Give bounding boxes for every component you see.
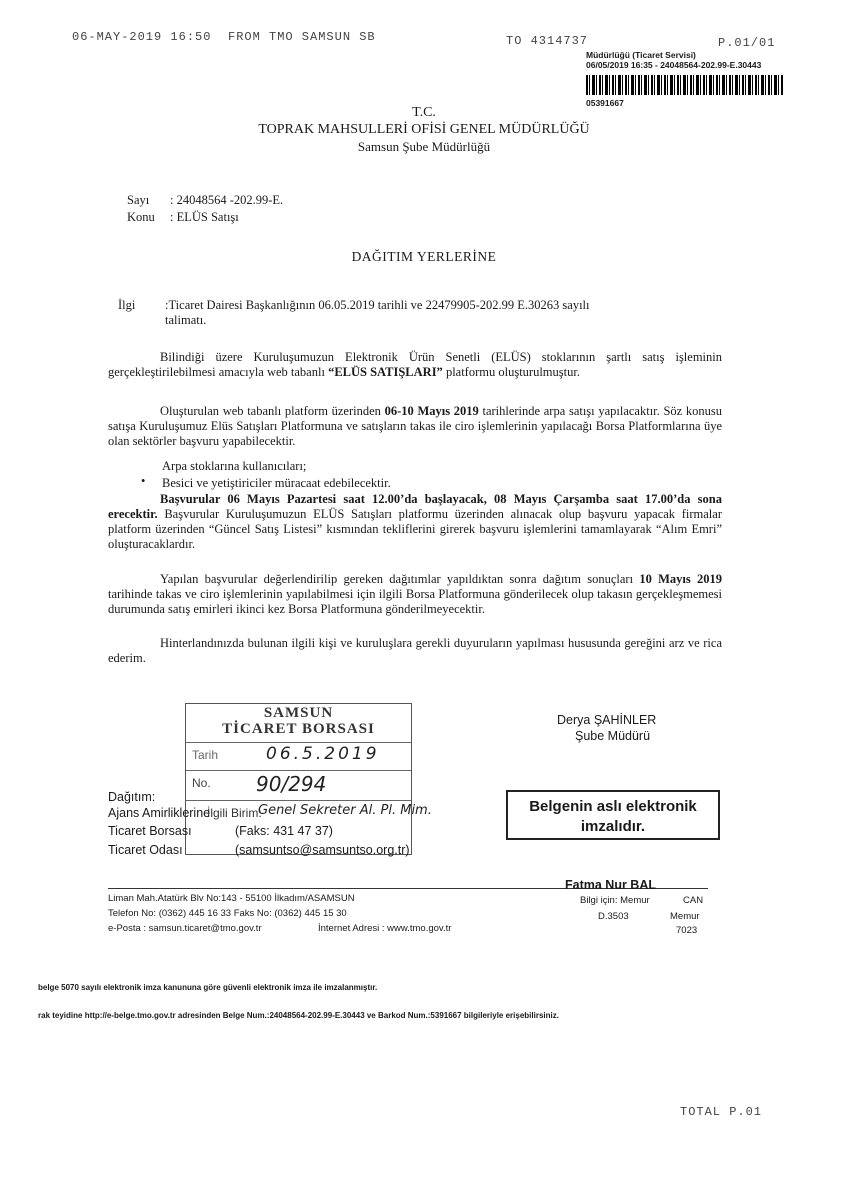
konu-value: : ELÜS Satışı [170,210,239,224]
esign-line2: imzalıdır. [580,818,646,835]
stamp-tarih-label: Tarih [192,748,219,762]
stamp-line2: TİCARET BORSASI [222,721,375,737]
esignature-notice [506,790,720,840]
stamp-divider [186,770,411,771]
distribution-row3-name: Ticaret Odası [108,843,183,857]
bullet-item: Besici ve yetiştiriciler müracaat edebilecektir. [162,476,391,490]
contact-memur: Memur [670,911,700,922]
paragraph-3: Arpa stoklarına kullanıcıları; [162,459,307,473]
stamp-line1: SAMSUN [263,705,334,721]
distribution-label: Dağıtım: [108,790,156,804]
p5-start: Yapılan başvurular değerlendirilip gereken dağıtımlar yapıldıktan sonra dağıtım sonuçları [160,572,634,586]
konu-label: Konu [127,210,155,224]
barcode-image [586,75,784,95]
signer-title: Şube Müdürü [575,729,651,743]
p5-bold: 10 Mayıs 2019 [639,572,723,586]
stamp-ilgili-birim-label: İlgili Birim: [207,806,262,820]
contact-phone: 7023 [676,925,698,936]
barcode-number: 05391667 [586,98,624,108]
paragraph-1 [108,350,722,380]
p2-bold: 06-10 Mayıs 2019 [384,404,479,418]
paragraph-5 [108,572,722,617]
fax-to: TO 4314737 [506,34,589,48]
footer-address: Liman Mah.Atatürk Blv No:143 - 55100 İlkadım/ASAMSUN [108,893,355,904]
p1-text: Bilindiği üzere Kuruluşumuzun Elektronik Ürün Senetli (ELÜS) stoklarının şartlı satış işleminin gerçekleştirilebilmesi amacıyla web tabanlı [108,350,722,379]
stamp-divider [186,742,411,743]
footer-web: İnternet Adresi : www.tmo.gov.tr [318,923,452,934]
letterhead-branch: Samsun Şube Müdürlüğü [357,139,491,154]
recipient-heading: DAĞITIM YERLERİNE [351,249,497,264]
distribution-row2-name: Ticaret Borsası [108,824,192,838]
p5-end: tarihinde takas ve ciro işlemlerinin yapılabilmesi için ilgili Borsa Platformuna gönderilecek olup takasın gerçekleşmemesi durumunda satış emirleri ikinci kez Borsa Platformuna gönderilmeyecektir. [108,587,722,616]
distribution-row3-value: (samsuntso@samsuntso.org.tr) [235,843,410,857]
contact-staff: CAN [683,895,704,906]
stamp-tarih-value: 06.5.2019 [266,744,380,764]
paragraph-2 [108,404,722,449]
sayi-label: Sayı [127,193,150,207]
stamp-no-value: 90/294 [256,772,327,796]
stamp-divider [186,800,411,801]
letterhead-tc: T.C. [412,105,436,120]
footer-phone: Telefon No: (0362) 445 16 33 Faks No: (0362) 445 15 30 [108,908,347,919]
distribution-row1: Ajans Amirliklerine [108,806,211,820]
barcode-line2: 06/05/2019 16:35 - 24048564-202.99-E.30443 [586,60,762,70]
sayi-value: : 24048564 -202.99-E. [170,193,284,207]
stamp-no-label: No. [192,776,211,790]
letterhead-org: TOPRAK MAHSULLERİ OFİSİ GENEL MÜDÜRLÜĞÜ [258,122,590,137]
reference-line1: :Ticaret Dairesi Başkanlığının 06.05.2019 tarihli ve 22479905-202.99 E.30263 sayılı [165,298,590,312]
esign-line1: Belgenin aslı elektronik [529,798,697,815]
p4-bold: Başvurular 06 Mayıs Pazartesi saat 12.00’da başlayacak, 08 Mayıs Çarşamba saat 17.00’da sona erecektir. [108,492,722,521]
contact-role: Bilgi için: Memur [580,895,650,906]
stamp-ilgili-birim-value: Genel Sekreter Al. Pl. Mim. [258,803,432,818]
p1-bold: “ELÜS SATIŞLARI” [328,365,443,379]
fax-page: P.01/01 [718,36,776,50]
barcode-label [586,50,786,110]
paragraph-4 [108,492,722,552]
fax-from: FROM TMO SAMSUN SB [228,30,376,44]
bullet-icon: • [141,474,146,488]
signer-name: Derya ŞAHİNLER [557,713,657,727]
p1-end: platformu oluşturulmuştur. [445,365,580,379]
paragraph-6: Hinterlandınızda bulunan ilgili kişi ve kuruluşlara gerekli duyuruların yapılması hususunda gereğini arz ve rica ederim. [108,636,722,665]
contact-name: Fatma Nur BAL [565,878,656,892]
reference-label: İlgi [118,298,136,312]
p4-end: Başvurular Kuruluşumuzun ELÜS Satışları platformu üzerinden alınacak olup başvuru yapacak firmalar platform üzerinden “Güncel Satış Listesi” kısmından tekliflerini girerek başvuru işlemlerini tamamlayarak “Alım Emri” oluşturacaklardır. [108,507,722,551]
legal-line2: rak teyidine http://e-belge.tmo.gov.tr adresinden Belge Num.:24048564-202.99-E.30443 ve Barkod Num.:5391667 bilgileriyle erişebilirsiniz. [38,1011,559,1020]
p2-end: tarihlerinde arpa satışı yapılacaktır. Söz konusu satışa Kuruluşumuz Elüs Satışları Platformuna ve satışların takas ile ciro işlemlerinin yapılacağı Borsa Platformlarına üye olan sektörler başvuru yapabilecektir. [108,404,722,448]
legal-line1: belge 5070 sayılı elektronik imza kanununa göre güvenli elektronik imza ile imzalanmıştır. [38,983,378,992]
fax-total: TOTAL P.01 [680,1105,763,1119]
barcode-line1: Müdürlüğü (Ticaret Servisi) [586,50,696,60]
distribution-row2-value: (Faks: 431 47 37) [235,824,333,838]
reference-line2: talimatı. [165,313,207,327]
p2-start: Oluşturulan web tabanlı platform üzerinden [160,404,381,418]
footer-email: e-Posta : samsun.ticaret@tmo.gov.tr [108,923,262,934]
contact-d: D.3503 [598,911,629,922]
fax-date-time: 06-MAY-2019 16:50 [72,30,212,44]
